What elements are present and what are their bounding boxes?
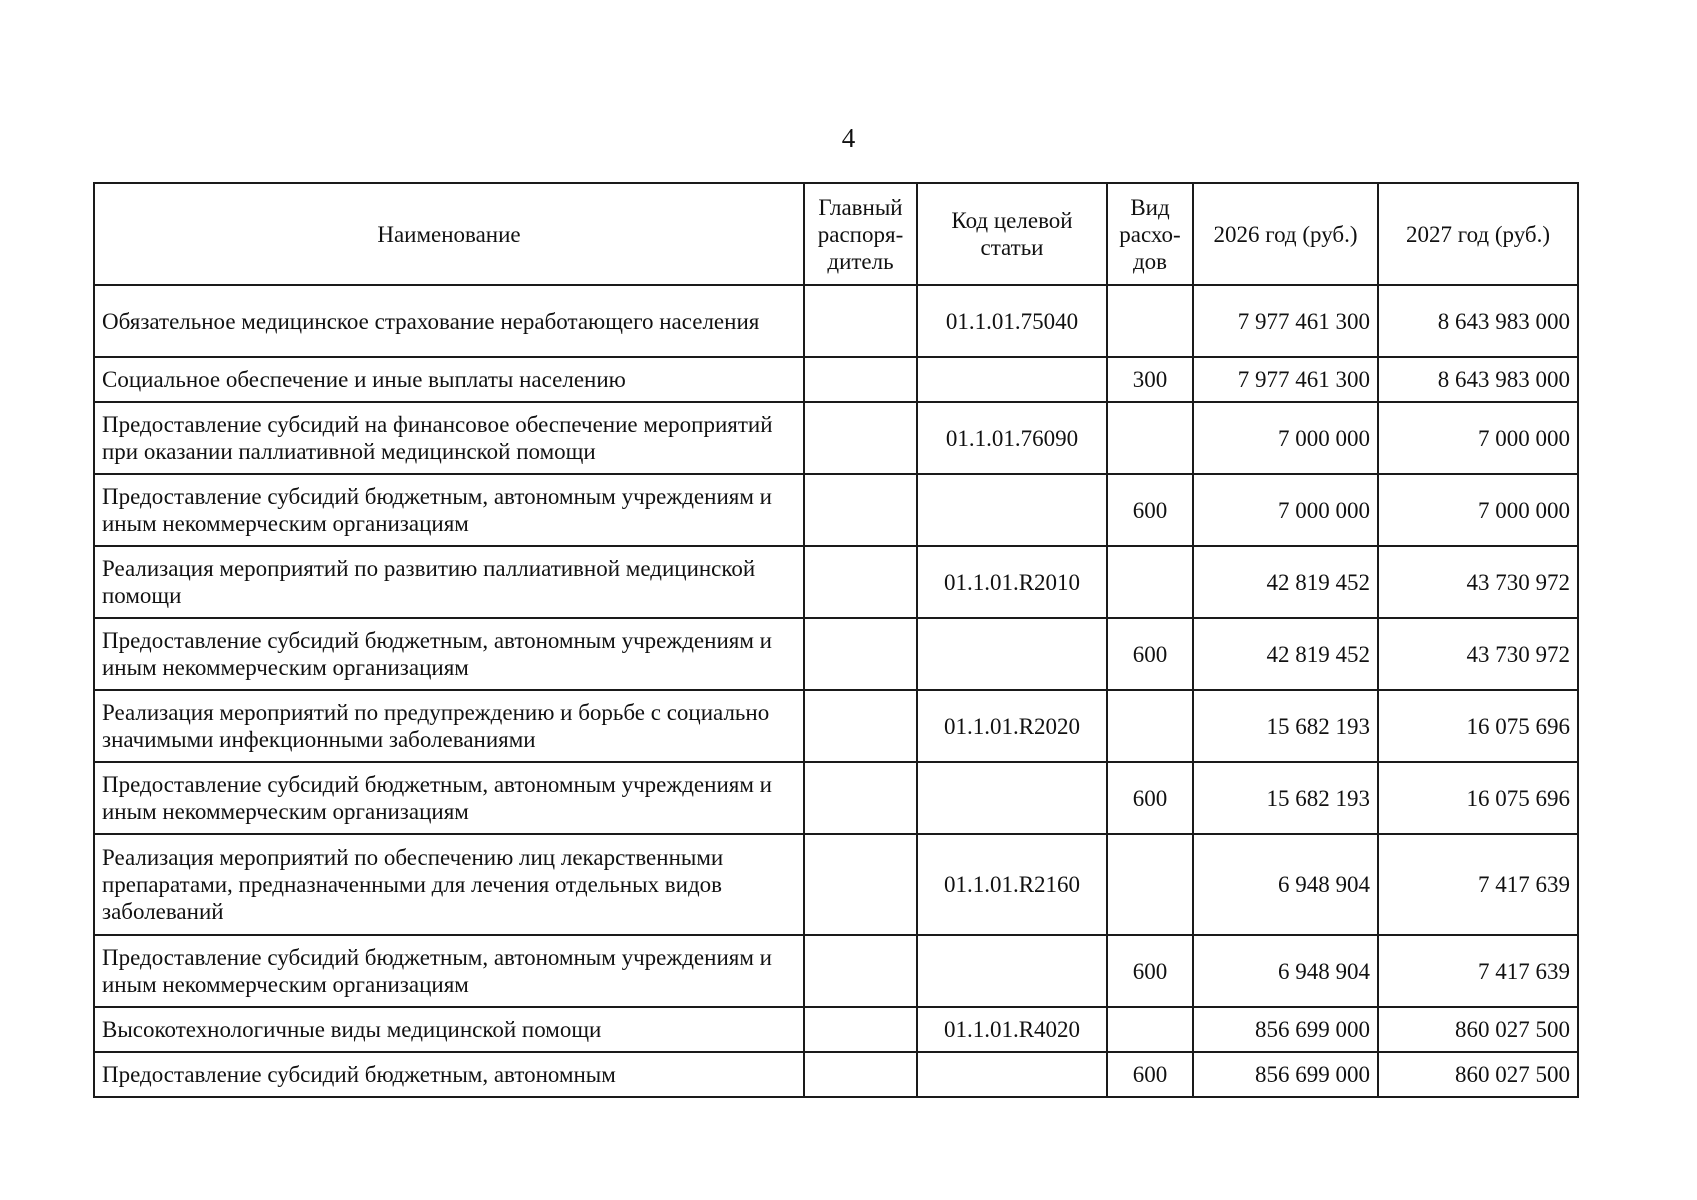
table-row — [94, 1052, 1578, 1097]
header-year-2026: 2026 год (руб.) — [1193, 183, 1378, 285]
row-code: 01.1.01.R2020 — [917, 690, 1107, 762]
row-manager — [804, 935, 917, 1007]
row-amount-2027: 16 075 696 — [1378, 762, 1578, 834]
table-header-row — [94, 183, 1578, 285]
table-row — [94, 618, 1578, 690]
row-type — [1107, 834, 1193, 935]
row-manager — [804, 357, 917, 402]
row-name: Реализация мероприятий по обеспечению лиц лекарственными препаратами, предназначенными для лечения отдельных видов заболеваний — [94, 834, 804, 935]
row-type — [1107, 546, 1193, 618]
row-amount-2026: 856 699 000 — [1193, 1052, 1378, 1097]
table-row — [94, 1007, 1578, 1052]
row-amount-2027: 8 643 983 000 — [1378, 285, 1578, 357]
table-row — [94, 474, 1578, 546]
row-manager — [804, 1052, 917, 1097]
row-name: Предоставление субсидий на финансовое обеспечение мероприятий при оказании паллиативной медицинской помощи — [94, 402, 804, 474]
row-amount-2027: 7 000 000 — [1378, 402, 1578, 474]
header-name: Наименование — [94, 183, 804, 285]
row-amount-2026: 7 000 000 — [1193, 474, 1378, 546]
page-number: 4 — [841, 123, 856, 153]
row-amount-2026: 15 682 193 — [1193, 762, 1378, 834]
row-amount-2026: 7 977 461 300 — [1193, 285, 1378, 357]
row-type: 600 — [1107, 618, 1193, 690]
row-amount-2027: 43 730 972 — [1378, 618, 1578, 690]
row-amount-2027: 16 075 696 — [1378, 690, 1578, 762]
row-type — [1107, 690, 1193, 762]
row-type: 600 — [1107, 935, 1193, 1007]
row-amount-2026: 7 000 000 — [1193, 402, 1378, 474]
row-name: Реализация мероприятий по предупреждению и борьбе с социально значимыми инфекционными заболеваниями — [94, 690, 804, 762]
row-amount-2027: 860 027 500 — [1378, 1007, 1578, 1052]
row-name: Предоставление субсидий бюджетным, автономным учреждениям и иным некоммерческим организациям — [94, 762, 804, 834]
row-manager — [804, 1007, 917, 1052]
row-amount-2027: 8 643 983 000 — [1378, 357, 1578, 402]
table-row — [94, 357, 1578, 402]
row-code — [917, 935, 1107, 1007]
row-manager — [804, 618, 917, 690]
row-code: 01.1.01.R2010 — [917, 546, 1107, 618]
row-amount-2027: 7 000 000 — [1378, 474, 1578, 546]
header-year-2027: 2027 год (руб.) — [1378, 183, 1578, 285]
table-row — [94, 402, 1578, 474]
row-amount-2026: 856 699 000 — [1193, 1007, 1378, 1052]
row-type: 600 — [1107, 1052, 1193, 1097]
row-manager — [804, 834, 917, 935]
row-manager — [804, 402, 917, 474]
row-manager — [804, 474, 917, 546]
row-name: Высокотехнологичные виды медицинской помощи — [94, 1007, 804, 1052]
row-manager — [804, 285, 917, 357]
header-manager: Главный распоря-дитель — [804, 183, 917, 285]
row-code: 01.1.01.R4020 — [917, 1007, 1107, 1052]
row-amount-2026: 6 948 904 — [1193, 834, 1378, 935]
budget-table — [93, 182, 1579, 1098]
row-name: Предоставление субсидий бюджетным, автономным учреждениям и иным некоммерческим организациям — [94, 618, 804, 690]
row-type — [1107, 1007, 1193, 1052]
table-row — [94, 762, 1578, 834]
row-amount-2026: 7 977 461 300 — [1193, 357, 1378, 402]
row-code — [917, 1052, 1107, 1097]
row-code — [917, 762, 1107, 834]
row-name: Предоставление субсидий бюджетным, автономным — [94, 1052, 804, 1097]
row-amount-2026: 6 948 904 — [1193, 935, 1378, 1007]
row-amount-2026: 42 819 452 — [1193, 618, 1378, 690]
row-name: Предоставление субсидий бюджетным, автономным учреждениям и иным некоммерческим организациям — [94, 474, 804, 546]
row-manager — [804, 762, 917, 834]
table-row — [94, 935, 1578, 1007]
row-amount-2027: 7 417 639 — [1378, 935, 1578, 1007]
row-amount-2026: 42 819 452 — [1193, 546, 1378, 618]
row-amount-2027: 7 417 639 — [1378, 834, 1578, 935]
header-type: Вид расхо-дов — [1107, 183, 1193, 285]
row-amount-2026: 15 682 193 — [1193, 690, 1378, 762]
row-amount-2027: 860 027 500 — [1378, 1052, 1578, 1097]
row-name: Предоставление субсидий бюджетным, автономным учреждениям и иным некоммерческим организациям — [94, 935, 804, 1007]
table-row — [94, 285, 1578, 357]
row-manager — [804, 690, 917, 762]
row-code — [917, 357, 1107, 402]
row-code — [917, 618, 1107, 690]
row-type — [1107, 402, 1193, 474]
row-name: Обязательное медицинское страхование неработающего населения — [94, 285, 804, 357]
row-code: 01.1.01.76090 — [917, 402, 1107, 474]
row-type: 600 — [1107, 474, 1193, 546]
table-row — [94, 546, 1578, 618]
row-code: 01.1.01.75040 — [917, 285, 1107, 357]
row-type: 300 — [1107, 357, 1193, 402]
row-type — [1107, 285, 1193, 357]
row-code: 01.1.01.R2160 — [917, 834, 1107, 935]
table-row — [94, 690, 1578, 762]
row-name: Реализация мероприятий по развитию паллиативной медицинской помощи — [94, 546, 804, 618]
row-code — [917, 474, 1107, 546]
header-code: Код целевой статьи — [917, 183, 1107, 285]
row-manager — [804, 546, 917, 618]
table-row — [94, 834, 1578, 935]
row-type: 600 — [1107, 762, 1193, 834]
row-amount-2027: 43 730 972 — [1378, 546, 1578, 618]
row-name: Социальное обеспечение и иные выплаты населению — [94, 357, 804, 402]
